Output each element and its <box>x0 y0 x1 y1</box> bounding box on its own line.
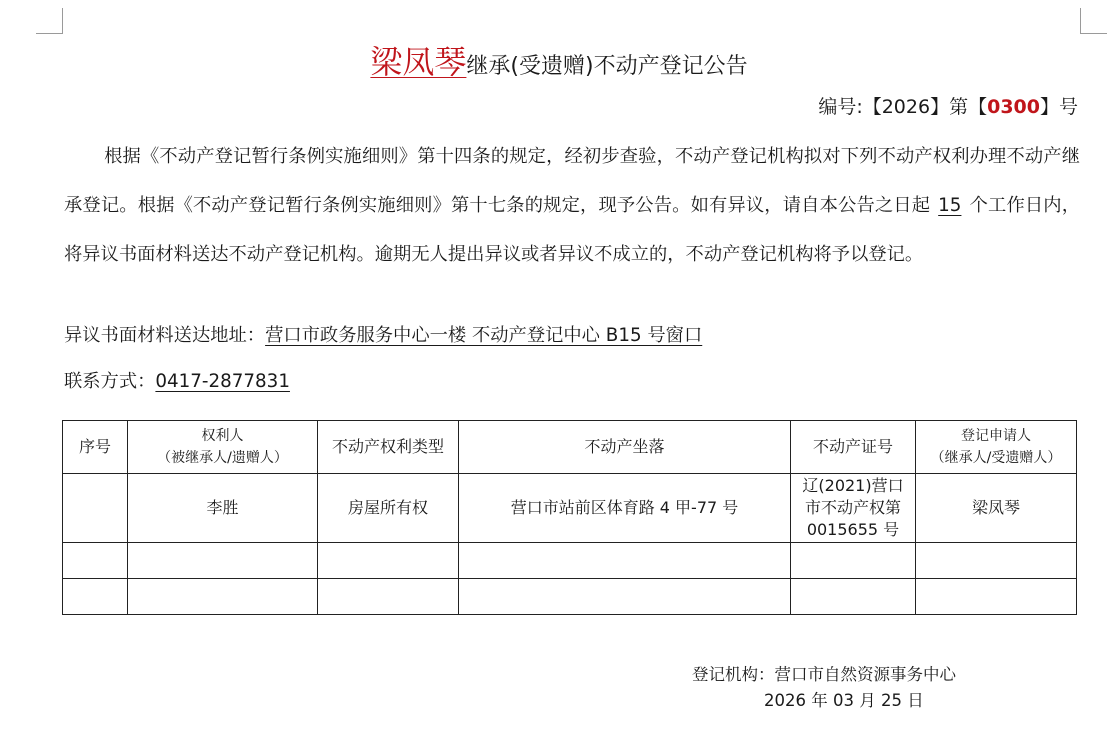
header-holder: 权利人 （被继承人/遗赠人） <box>128 421 318 474</box>
number-prefix: 编号:【 <box>818 96 882 118</box>
number-year: 2026 <box>881 96 931 118</box>
document-number <box>818 92 1078 122</box>
contact-label: 联系方式： <box>64 371 156 392</box>
number-suffix: 】号 <box>1039 96 1078 118</box>
table-row-empty <box>63 579 1077 615</box>
number-serial: 0300 <box>987 96 1040 118</box>
registration-table <box>62 420 1077 615</box>
page-corner-mark-right <box>1080 8 1107 34</box>
cell-holder: 李胜 <box>128 474 318 543</box>
contact-phone: 0417-2877831 <box>155 371 290 392</box>
table-row <box>63 474 1077 543</box>
objection-address-label: 异议书面材料送达地址： <box>64 325 266 346</box>
document-title <box>0 42 1118 87</box>
footer-signature <box>692 662 956 714</box>
announcement-body <box>64 132 1080 279</box>
header-right-type: 不动产权利类型 <box>318 421 459 474</box>
contact-line <box>64 367 290 397</box>
objection-days: 15 <box>938 195 962 216</box>
header-index: 序号 <box>63 421 128 474</box>
body-part-2: 个工作日内，将异议书面材料送达不动产登记机构。逾期无人提出异议或者异议不成立的，不动产登记机构将予以登记。 <box>64 195 1081 265</box>
footer-org: 登记机构：营口市自然资源事务中心 <box>692 665 956 684</box>
header-applicant: 登记申请人 （继承人/受遗赠人） <box>916 421 1077 474</box>
title-text: 继承(受遗赠)不动产登记公告 <box>466 54 748 79</box>
objection-address: 营口市政务服务中心一楼 不动产登记中心 B15 号窗口 <box>265 325 703 346</box>
objection-address-line <box>64 321 702 351</box>
footer-date: 2026 年 03 月 25 日 <box>764 691 924 710</box>
header-location: 不动产坐落 <box>459 421 791 474</box>
cell-index <box>63 474 128 543</box>
number-middle: 】第【 <box>930 96 988 118</box>
cell-right-type: 房屋所有权 <box>318 474 459 543</box>
cell-applicant: 梁凤琴 <box>916 474 1077 543</box>
body-part-1: 根据《不动产登记暂行条例实施细则》第十四条的规定，经初步查验，不动产登记机构拟对下列不动产权利办理不动产继承登记。根据《不动产登记暂行条例实施细则》第十七条的规定，现予公告。如有异议，请自本公告之日起 <box>64 146 1080 216</box>
cell-certificate: 辽(2021)营口市不动产权第 0015655 号 <box>791 474 916 543</box>
title-applicant-name: 梁凤琴 <box>370 43 467 81</box>
header-certificate: 不动产证号 <box>791 421 916 474</box>
table-row-empty <box>63 543 1077 579</box>
table-header-row <box>63 421 1077 474</box>
page-corner-mark-left <box>36 8 63 34</box>
cell-location: 营口市站前区体育路 4 甲-77 号 <box>459 474 791 543</box>
